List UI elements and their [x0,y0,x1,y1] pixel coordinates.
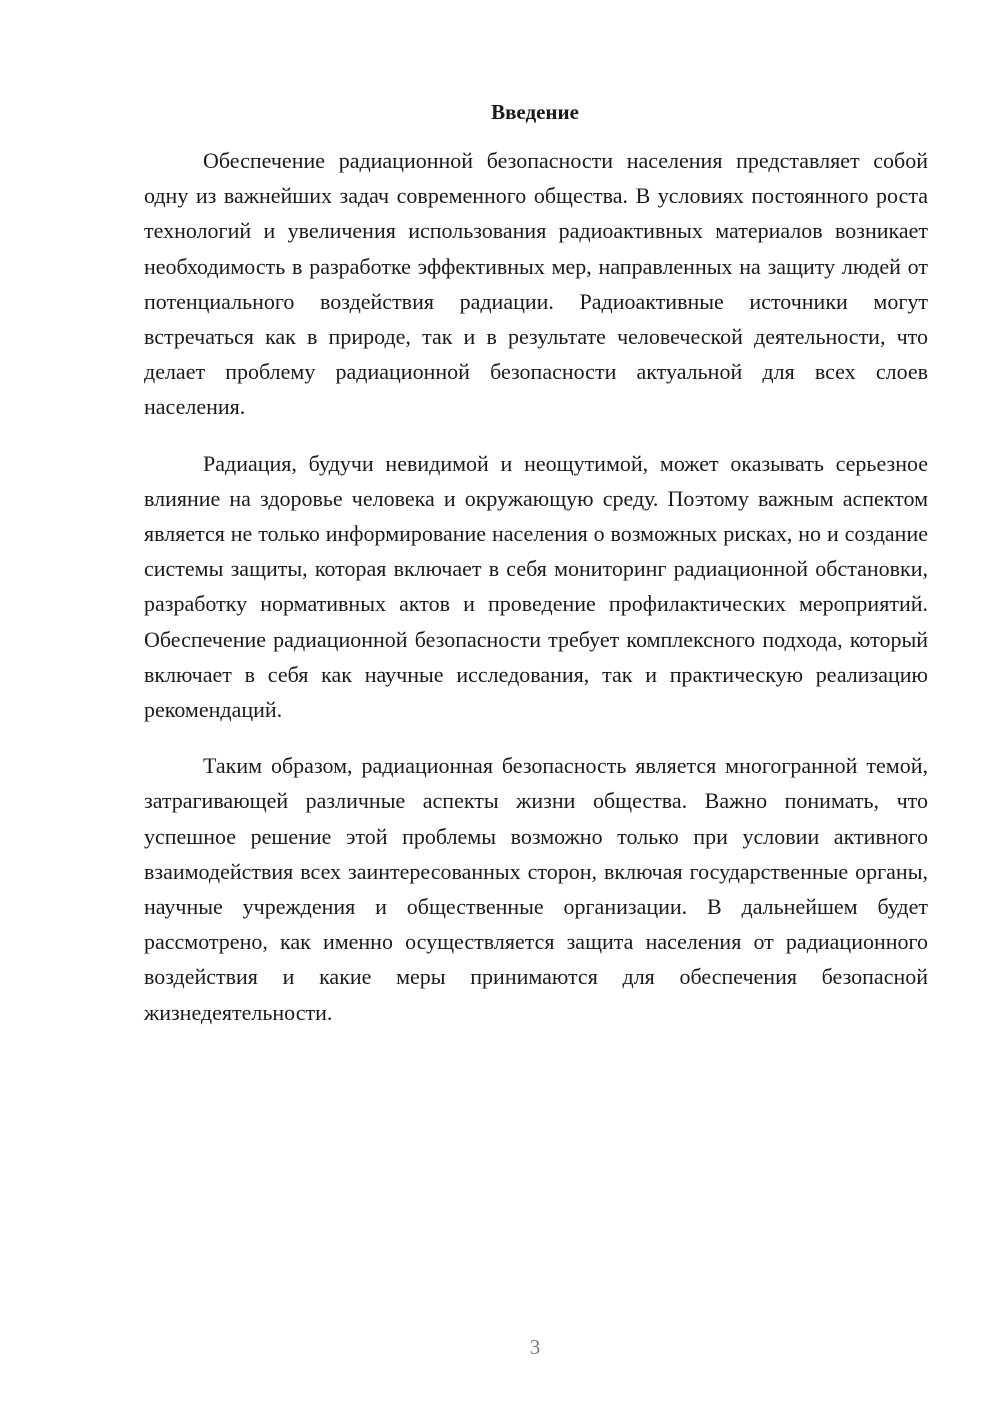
paragraph-1: Обеспечение радиационной безопасности населения представляет собой одну из важнейших задач современного общества. В условиях постоянного роста технологий и увеличения использования радиоактивных материалов возникает необходимость в разработке эффективных мер, направленных на защиту людей от потенциального воздействия радиации. Радиоактивные источники могут встречаться как в природе, так и в результате человеческой деятельности, что делает проблему радиационной безопасности актуальной для всех слоев населения. [144,148,928,420]
paragraph-3: Таким образом, радиационная безопасность является многогранной темой, затрагивающей различные аспекты жизни общества. Важно понимать, что успешное решение этой проблемы возможно только при условии активного взаимодействия всех заинтересованных сторон, включая государственные органы, научные учреждения и общественные организации. В дальнейшем будет рассмотрено, как именно осуществляется защита населения от радиационного воздействия и какие меры принимаются для обеспечения безопасной жизнедеятельности. [144,753,928,1025]
page-title: Введение [491,100,579,124]
paragraph-2: Радиация, будучи невидимой и неощутимой, может оказывать серьезное влияние на здоровье человека и окружающую среду. Поэтому важным аспектом является не только информирование населения о возможных рисках, но и создание системы защиты, которая включает в себя мониторинг радиационной обстановки, разработку нормативных актов и проведение профилактических мероприятий. Обеспечение радиационной безопасности требует комплексного подхода, который включает в себя как научные исследования, так и практическую реализацию рекомендаций. [144,450,928,723]
body-text [144,143,928,1051]
page-number: 3 [529,1335,541,1359]
